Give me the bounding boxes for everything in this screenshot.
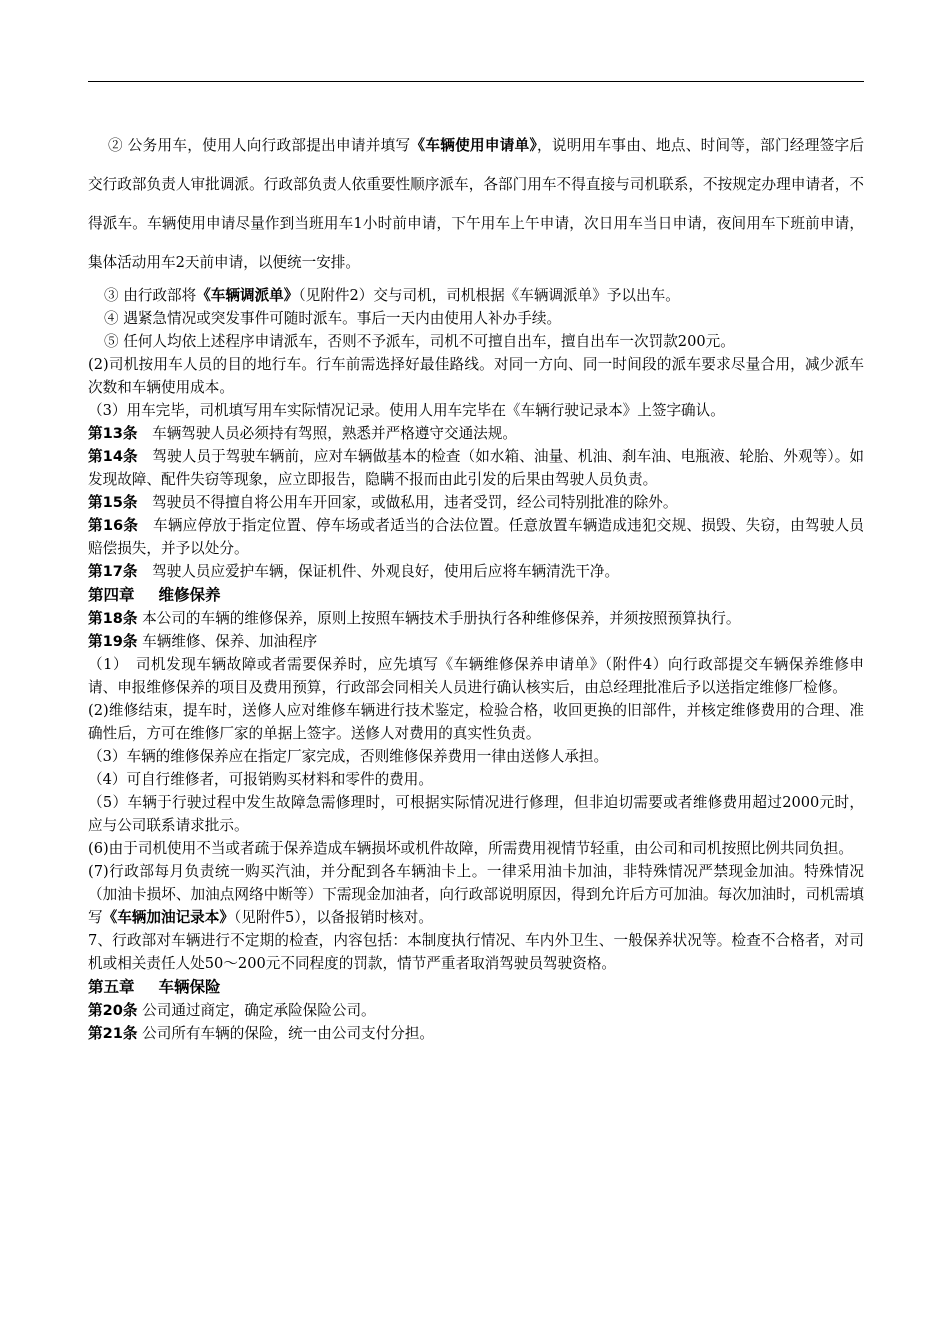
maintenance-item-3: （3）车辆的维修保养应在指定厂家完成，否则维修保养费用一律由送修人承担。 xyxy=(88,748,609,765)
document-body xyxy=(88,126,864,1045)
maintenance-item-2: (2)维修结束，提车时，送修人应对维修车辆进行技术鉴定，检验合格，收回更换的旧部件，并核定维修费用的合理、准确性后，方可在维修厂家的单据上签字。送修人对费用的真实性负责。 xyxy=(88,702,864,742)
article-15: 第15条 驾驶员不得擅自将公用车开回家，或做私用，违者受罚，经公司特别批准的除外。 xyxy=(88,494,678,511)
maintenance-item-4: （4）可自行维修者，可报销购买材料和零件的费用。 xyxy=(88,771,433,788)
paragraph-item-2: ② 公务用车，使用人向行政部提出申请并填写《车辆使用申请单》，说明用车事由、地点、时间等，部门经理签字后交行政部负责人审批调派。行政部负责人依重要性顺序派车，各部门用车不得直接与司机联系，不按规定办理申请者，不得派车。车辆使用申请尽量作到当班用车1小时前申请，下午用车上午申请，次日用车当日申请，夜间用车下班前申请，集体活动用车2天前申请，以便统一安排。 xyxy=(88,137,864,271)
article-17: 第17条 驾驶人员应爱护车辆，保证机件、外观良好，使用后应将车辆清洗干净。 xyxy=(88,563,620,580)
maintenance-item-6: (6)由于司机使用不当或者疏于保养造成车辆损坏或机件故障，所需费用视情节轻重，由公司和司机按照比例共同负担。 xyxy=(88,840,853,857)
article-20: 第20条 公司通过商定，确定承险保险公司。 xyxy=(88,1002,376,1019)
maintenance-item-5: （5）车辆于行驶过程中发生故障急需修理时，可根据实际情况进行修理，但非迫切需要或者维修费用超过2000元时，应与公司联系请求批示。 xyxy=(88,794,864,834)
article-16: 第16条 车辆应停放于指定位置、停车场或者适当的合法位置。任意放置车辆造成违犯交规、损毁、失窃，由驾驶人员赔偿损失，并予以处分。 xyxy=(88,517,864,557)
maintenance-item-8: 7、行政部对车辆进行不定期的检查，内容包括：本制度执行情况、车内外卫生、一般保养状况等。检查不合格者，对司机或相关责任人处50～200元不同程度的罚款，情节严重者取消驾驶员驾驶资格。 xyxy=(88,932,864,972)
paragraph-item-3: ③ 由行政部将《车辆调派单》（见附件2）交与司机，司机根据《车辆调派单》予以出车。 xyxy=(104,287,680,304)
maintenance-item-7: (7)行政部每月负责统一购买汽油，并分配到各车辆油卡上。一律采用油卡加油，非特殊情况严禁现金加油。特殊情况（加油卡损坏、加油点网络中断等）下需现金加油者，向行政部说明原因，得到允许后方可加油。每次加油时，司机需填写《车辆加油记录本》（见附件5），以备报销时核对。 xyxy=(88,863,864,926)
article-18: 第18条 本公司的车辆的维修保养，原则上按照车辆技术手册执行各种维修保养，并须按照预算执行。 xyxy=(88,610,741,627)
paragraph-b2: (2)司机按用车人员的目的地行车。行车前需选择好最佳路线。对同一方向、同一时间段的派车要求尽量合用，减少派车次数和车辆使用成本。 xyxy=(88,356,864,396)
chapter-4-heading: 第四章 维修保养 xyxy=(88,586,221,604)
article-13: 第13条 车辆驾驶人员必须持有驾照，熟悉并严格遵守交通法规。 xyxy=(88,425,517,442)
article-21: 第21条 公司所有车辆的保险，统一由公司支付分担。 xyxy=(88,1025,435,1042)
article-19: 第19条 车辆维修、保养、加油程序 xyxy=(88,633,318,650)
maintenance-item-1: （1） 司机发现车辆故障或者需要保养时，应先填写《车辆维修保养申请单》（附件4）向行政部提交车辆保养维修申请、申报维修保养的项目及费用预算，行政部会同相关人员进行确认核实后，由总经理批准后予以送指定维修厂检修。 xyxy=(88,656,864,696)
form-name: 《车辆加油记录本》 xyxy=(102,909,234,926)
form-name: 《车辆使用申请单》 xyxy=(410,137,538,154)
article-14: 第14条 驾驶人员于驾驶车辆前，应对车辆做基本的检查（如水箱、油量、机油、刹车油、电瓶液、轮胎、外观等）。如发现故障、配件失窃等现象，应立即报告，隐瞒不报而由此引发的后果由驾驶人员负责。 xyxy=(88,448,864,488)
paragraph-item-5: ⑤ 任何人均依上述程序申请派车，否则不予派车，司机不可擅自出车，擅自出车一次罚款200元。 xyxy=(104,333,735,350)
form-name: 《车辆调派单》 xyxy=(196,287,299,304)
paragraph-item-4: ④ 遇紧急情况或突发事件可随时派车。事后一天内由使用人补办手续。 xyxy=(104,310,562,327)
header-rule xyxy=(88,81,864,82)
paragraph-b3: （3）用车完毕，司机填写用车实际情况记录。使用人用车完毕在《车辆行驶记录本》上签字确认。 xyxy=(88,402,725,419)
chapter-5-heading: 第五章 车辆保险 xyxy=(88,978,221,996)
